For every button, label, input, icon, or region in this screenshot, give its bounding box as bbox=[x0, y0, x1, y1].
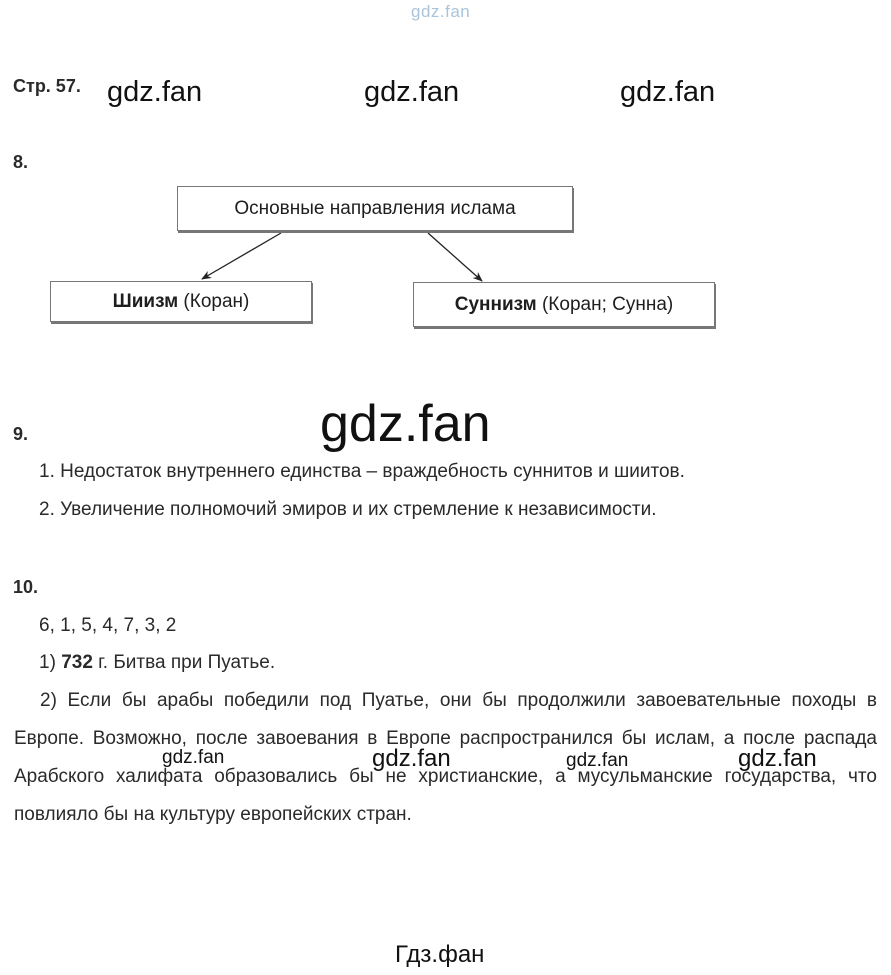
answer-1-year: 732 bbox=[61, 652, 93, 673]
shiism-term: Шиизм bbox=[112, 290, 179, 312]
diagram-shiism-box bbox=[50, 281, 312, 322]
watermark-small-4: gdz.fan bbox=[738, 745, 817, 772]
task-9-item-2: 2. Увеличение полномочий эмиров и их стремление к независимости. bbox=[39, 499, 657, 520]
watermark-bottom: Гдз.фан bbox=[395, 941, 485, 968]
task-8-number: 8. bbox=[13, 152, 29, 172]
answer-1-text: г. Битва при Пуатье. bbox=[92, 652, 276, 673]
task-9-number: 9. bbox=[13, 424, 29, 444]
watermark-header-3: gdz.fan bbox=[620, 76, 716, 108]
shiism-source: (Коран) bbox=[178, 290, 250, 312]
watermark-top: gdz.fan bbox=[411, 2, 471, 21]
answer-1-prefix: 1) bbox=[39, 652, 62, 673]
page-label: Стр. 57. bbox=[13, 76, 81, 96]
diagram-sunnism-label bbox=[455, 294, 673, 316]
watermark-header-2: gdz.fan bbox=[364, 76, 460, 108]
watermark-header-1: gdz.fan bbox=[107, 76, 203, 108]
task-9-item-1: 1. Недостаток внутреннего единства – враждебность суннитов и шиитов. bbox=[39, 461, 685, 482]
arrow-to-sunnism bbox=[428, 233, 482, 281]
task-10-number: 10. bbox=[13, 577, 39, 597]
diagram-root-label: Основные направления ислама bbox=[234, 197, 516, 219]
sunnism-source: (Коран; Сунна) bbox=[536, 293, 674, 315]
task-10-answer-2: 2) Если бы арабы победили под Пуатье, они бы продолжили завоевательные походы в Европе. Возможно, после завоевания в Европе распространился бы ислам, а после распада Арабского халифата образовались бы не христианские, а мусульманские государства, что повлияло бы на культуру европейских стран. bbox=[14, 690, 877, 825]
diagram-root-box bbox=[177, 186, 573, 231]
diagram-shiism-label bbox=[113, 291, 250, 313]
arrow-to-shiism bbox=[202, 233, 281, 279]
watermark-small-2: gdz.fan bbox=[372, 745, 451, 772]
task-10-sequence: 6, 1, 5, 4, 7, 3, 2 bbox=[39, 615, 177, 636]
diagram-sunnism-box bbox=[413, 282, 715, 327]
watermark-small-1: gdz.fan bbox=[162, 747, 225, 768]
task-10-answer-1 bbox=[39, 652, 275, 674]
watermark-center: gdz.fan bbox=[320, 395, 491, 453]
sunnism-term: Суннизм bbox=[454, 293, 537, 315]
watermark-small-3: gdz.fan bbox=[566, 750, 629, 771]
